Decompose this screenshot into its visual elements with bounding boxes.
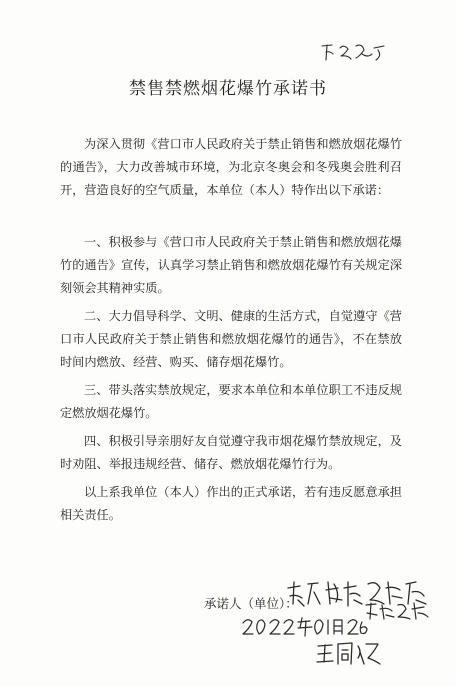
closing-paragraph: 以上系我单位（本人）作出的正式承诺，若有违反愿意承担相关责任。: [60, 485, 402, 522]
intro-paragraph: 为深入贯彻《营口市人民政府关于禁止销售和燃放烟花爆竹的通告》，大力改善城市环境，为北京冬奥会和冬残奥会胜利召开，营造良好的空气质量，本单位（本人）特作出以下承诺：: [60, 137, 402, 197]
commitment-item-3: 三、带头落实禁放规定，要求本单位和本单位职工不违反规定燃放烟花爆竹。: [60, 383, 402, 420]
handwritten-name-signature: [314, 638, 384, 668]
commitment-item-4: 四、积极引导亲朋好友自觉遵守我市烟花爆竹禁放规定，及时劝阻、举报违规经营、储存、燃放烟花爆竹行为。: [60, 434, 402, 471]
handwritten-date: [240, 614, 370, 640]
signer-label: 承诺人（单位）：: [204, 596, 298, 611]
handwritten-company-signature-line2: [362, 599, 432, 623]
commitment-item-2: 二、大力倡导科学、文明、健康的生活方式，自觉遵守《营口市人民政府关于禁止销售和燃放烟花爆竹的通告》，不在禁放时间内燃放、经营、购买、储存烟花爆竹。: [60, 309, 402, 369]
handwritten-corner-note: [318, 40, 388, 64]
document-title: 禁售禁燃烟花爆竹承诺书: [129, 79, 327, 99]
commitment-item-1: 一、积极参与《营口市人民政府关于禁止销售和燃放烟花爆竹的通告》宣传，认真学习禁止销售和燃放烟花爆竹有关规定深刻领会其精神实质。: [60, 235, 402, 295]
